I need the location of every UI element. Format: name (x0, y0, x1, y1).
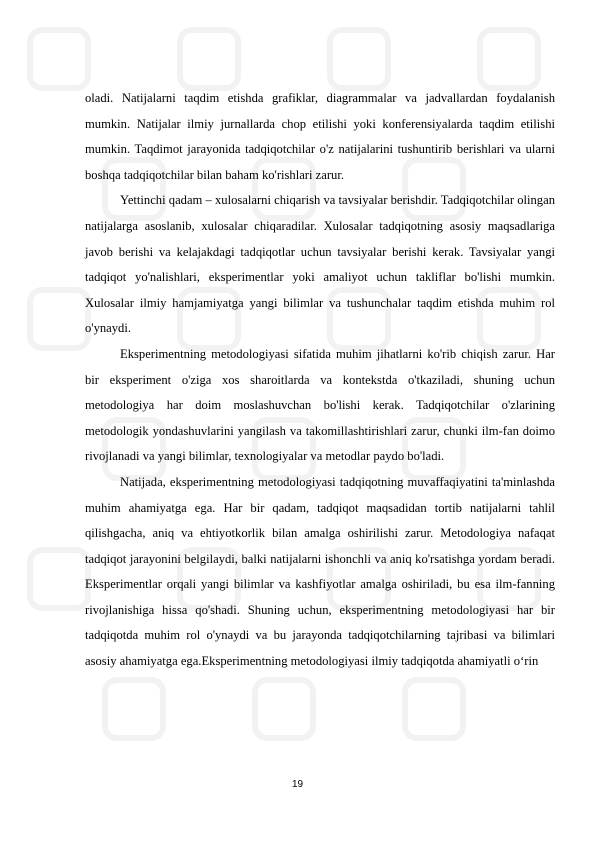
page-number: 19 (291, 779, 304, 790)
paragraph-1: oladi. Natijalarni taqdim etishda grafiklar, diagrammalar va jadvallardan foydalanish mumkin. Natijalar ilmiy jurnallarda chop etilishi yoki konferensiyalarda taqdim etilishi mumkin. Taqdimot jarayonida tadqiqotchilar o'z natijalarini tushuntirib berishlari va ularni boshqa tadqiqotchilar bilan baham ko'rishlari zarur. (85, 91, 555, 182)
paragraph-4: Natijada, eksperimentning metodologiyasi tadqiqotning muvaffaqiyatini ta'minlashda muhim ahamiyatga ega. Har bir qadam, tadqiqot maqsadidan tortib natijalarni tahlil qilishgacha, aniq va ehtiyotkorlik bilan amalga oshirilishi zarur. Metodologiya nafaqat tadqiqot jarayonini belgilaydi, balki natijalarni ishonchli va aniq ko'rsatishga yordam beradi. Eksperimentlar orqali yangi bilimlar va kashfiyotlar amalga oshiriladi, bu esa ilm-fanning rivojlanishiga hissa qo'shadi. Shuning uchun, eksperimentning metodologiyasi har bir tadqiqotda muhim rol o'ynaydi va bu jarayonda tadqiqotchilarning tajribasi va bilimlari asosiy ahamiyatga ega.Eksperimentning metodologiyasi ilmiy tadqiqotda ahamiyatli o‘rin (85, 474, 555, 669)
paragraph-2: Yettinchi qadam – xulosalarni chiqarish va tavsiyalar berishdir. Tadqiqotchilar olingan natijalarga asoslanib, xulosalar chiqaradilar. Xulosalar tadqiqotning asosiy maqsadlariga javob berishi va kelajakdagi tadqiqotlar uchun tavsiyalar berishi kerak. Tavsiyalar yangi tadqiqot yo'nalishlari, eksperimentlar yoki amaliyot uchun takliflar bo'lishi mumkin. Xulosalar ilmiy hamjamiyatga yangi bilimlar va tushunchalar taqdim etishda muhim rol o'ynaydi. (85, 193, 555, 336)
paragraph-3: Eksperimentning metodologiyasi sifatida muhim jihatlarni ko'rib chiqish zarur. Har bir eksperiment o'ziga xos sharoitlarda va kontekstda o'tkaziladi, shuning uchun metodologiya har doim moslashuvchan bo'lishi kerak. Tadqiqotchilar o'zlarining metodologik yondashuvlarini yangilash va takomillashtirishlari zarur, chunki ilm-fan doimo rivojlanadi va yangi bilimlar, texnologiyalar va metodlar paydo bo'ladi. (85, 346, 555, 464)
body-text (85, 86, 555, 675)
